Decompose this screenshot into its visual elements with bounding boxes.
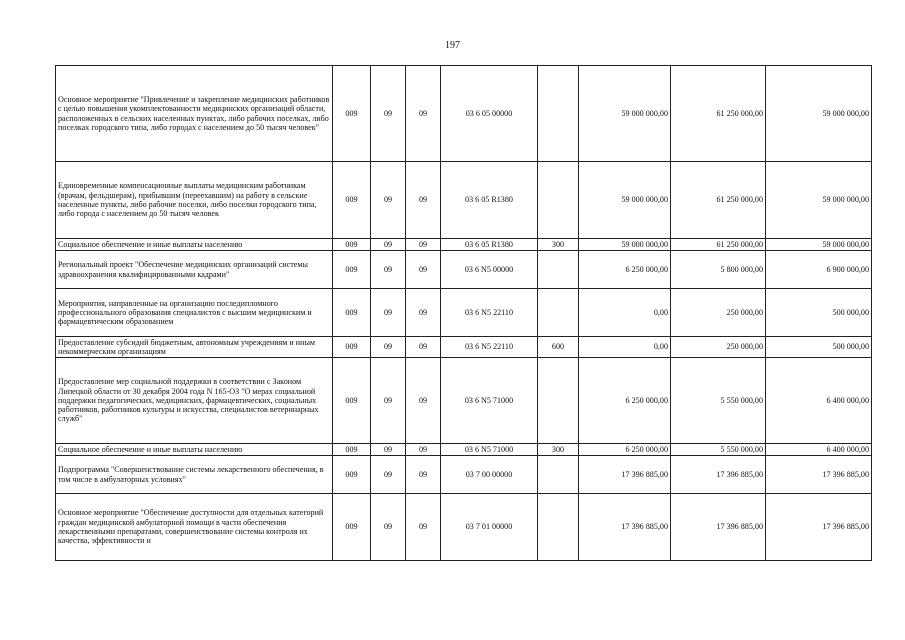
row-amount-year3: 500 000,00 (766, 289, 872, 337)
row-amount-year1: 6 250 000,00 (579, 358, 671, 444)
row-amount-year3: 59 000 000,00 (766, 66, 872, 162)
row-expense-type (538, 456, 579, 494)
row-amount-year3: 6 400 000,00 (766, 444, 872, 456)
row-expense-type (538, 66, 579, 162)
table-row (56, 494, 872, 561)
row-name: Подпрограмма "Совершенствование системы лекарственного обеспечения, в том числе в амбулаторных условиях" (56, 456, 333, 494)
row-amount-year1: 59 000 000,00 (579, 162, 671, 239)
row-ministry-code: 009 (333, 456, 371, 494)
row-expense-type (538, 289, 579, 337)
row-amount-year3: 59 000 000,00 (766, 239, 872, 251)
row-amount-year2: 61 250 000,00 (671, 162, 766, 239)
table-row (56, 337, 872, 358)
row-amount-year2: 250 000,00 (671, 337, 766, 358)
row-target-article: 03 6 N5 22110 (441, 337, 538, 358)
row-subsection-code: 09 (406, 358, 441, 444)
table-row (56, 251, 872, 289)
row-ministry-code: 009 (333, 251, 371, 289)
row-section-code: 09 (371, 358, 406, 444)
row-amount-year1: 0,00 (579, 289, 671, 337)
row-subsection-code: 09 (406, 162, 441, 239)
row-section-code: 09 (371, 494, 406, 561)
table-row (56, 66, 872, 162)
row-name: Мероприятия, направленные на организацию последипломного профессионального образования специалистов с высшим медицинским и фармацевтическим образованием (56, 289, 333, 337)
row-name: Социальное обеспечение и иные выплаты населению (56, 444, 333, 456)
row-section-code: 09 (371, 251, 406, 289)
row-subsection-code: 09 (406, 251, 441, 289)
row-expense-type: 300 (538, 239, 579, 251)
row-amount-year2: 5 550 000,00 (671, 444, 766, 456)
row-subsection-code: 09 (406, 289, 441, 337)
row-amount-year1: 6 250 000,00 (579, 251, 671, 289)
row-name: Региональный проект "Обеспечение медицинских организаций системы здравоохранения квалифицированными кадрами" (56, 251, 333, 289)
table-row (56, 162, 872, 239)
row-name: Основное мероприятие "Обеспечение доступности для отдельных категорий граждан медицинской амбулаторной помощи в части обеспечения лекарственными препаратами, совершенствование системы контроля их качества, эффективности и (56, 494, 333, 561)
row-amount-year1: 6 250 000,00 (579, 444, 671, 456)
row-subsection-code: 09 (406, 456, 441, 494)
row-section-code: 09 (371, 289, 406, 337)
row-target-article: 03 6 05 R1380 (441, 162, 538, 239)
row-target-article: 03 7 01 00000 (441, 494, 538, 561)
row-target-article: 03 6 N5 00000 (441, 251, 538, 289)
row-amount-year2: 5 550 000,00 (671, 358, 766, 444)
table-row (56, 358, 872, 444)
row-amount-year2: 17 396 885,00 (671, 456, 766, 494)
row-target-article: 03 7 00 00000 (441, 456, 538, 494)
row-amount-year1: 17 396 885,00 (579, 494, 671, 561)
row-target-article: 03 6 05 R1380 (441, 239, 538, 251)
row-expense-type (538, 358, 579, 444)
row-target-article: 03 6 05 00000 (441, 66, 538, 162)
row-amount-year2: 61 250 000,00 (671, 66, 766, 162)
row-amount-year3: 17 396 885,00 (766, 456, 872, 494)
row-name: Единовременные компенсационные выплаты медицинским работникам (врачам, фельдшерам), прибывшим (переехавшим) на работу в сельские населенные пункты, либо рабочие поселки, либо поселки городского типа, либо города с населением до 50 тысяч человек (56, 162, 333, 239)
row-amount-year2: 61 250 000,00 (671, 239, 766, 251)
row-expense-type: 600 (538, 337, 579, 358)
row-section-code: 09 (371, 66, 406, 162)
row-amount-year1: 17 396 885,00 (579, 456, 671, 494)
row-ministry-code: 009 (333, 494, 371, 561)
row-amount-year1: 59 000 000,00 (579, 239, 671, 251)
table-row (56, 444, 872, 456)
table-body (56, 66, 872, 561)
row-section-code: 09 (371, 162, 406, 239)
row-subsection-code: 09 (406, 494, 441, 561)
table-row (56, 456, 872, 494)
row-amount-year3: 6 900 000,00 (766, 251, 872, 289)
page-number: 197 (445, 40, 460, 51)
row-name: Основное мероприятие "Привлечение и закрепление медицинских работников с целью повышения укомплектованности медицинских организаций области, расположенных в сельских населенных пунктах, либо рабочих поселках, либо поселках городского типа, либо городах с населением до 50 тысяч человек" (56, 66, 333, 162)
row-section-code: 09 (371, 337, 406, 358)
row-amount-year3: 59 000 000,00 (766, 162, 872, 239)
row-ministry-code: 009 (333, 358, 371, 444)
row-amount-year1: 0,00 (579, 337, 671, 358)
budget-table (55, 65, 872, 561)
row-ministry-code: 009 (333, 337, 371, 358)
row-target-article: 03 6 N5 22110 (441, 289, 538, 337)
row-ministry-code: 009 (333, 444, 371, 456)
row-section-code: 09 (371, 456, 406, 494)
row-target-article: 03 6 N5 71000 (441, 358, 538, 444)
row-expense-type (538, 494, 579, 561)
row-expense-type (538, 162, 579, 239)
row-subsection-code: 09 (406, 444, 441, 456)
row-section-code: 09 (371, 444, 406, 456)
row-amount-year3: 500 000,00 (766, 337, 872, 358)
table-row (56, 289, 872, 337)
row-amount-year3: 6 400 000,00 (766, 358, 872, 444)
row-name: Предоставление субсидий бюджетным, автономным учреждениям и иным некоммерческим организациям (56, 337, 333, 358)
row-ministry-code: 009 (333, 66, 371, 162)
row-subsection-code: 09 (406, 239, 441, 251)
row-amount-year1: 59 000 000,00 (579, 66, 671, 162)
row-amount-year3: 17 396 885,00 (766, 494, 872, 561)
row-subsection-code: 09 (406, 337, 441, 358)
row-name: Предоставление мер социальной поддержки в соответствии с Законом Липецкой области от 30 декабря 2004 года N 165-ОЗ "О мерах социальной поддержки педагогических, медицинских, фармацевтических, социальных работников, работников культуры и искусства, специалистов ветеринарных служб" (56, 358, 333, 444)
row-expense-type: 300 (538, 444, 579, 456)
row-subsection-code: 09 (406, 66, 441, 162)
row-amount-year2: 5 800 000,00 (671, 251, 766, 289)
row-ministry-code: 009 (333, 239, 371, 251)
row-amount-year2: 17 396 885,00 (671, 494, 766, 561)
row-expense-type (538, 251, 579, 289)
row-amount-year2: 250 000,00 (671, 289, 766, 337)
row-ministry-code: 009 (333, 289, 371, 337)
row-ministry-code: 009 (333, 162, 371, 239)
table-row (56, 239, 872, 251)
row-target-article: 03 6 N5 71000 (441, 444, 538, 456)
row-name: Социальное обеспечение и иные выплаты населению (56, 239, 333, 251)
row-section-code: 09 (371, 239, 406, 251)
